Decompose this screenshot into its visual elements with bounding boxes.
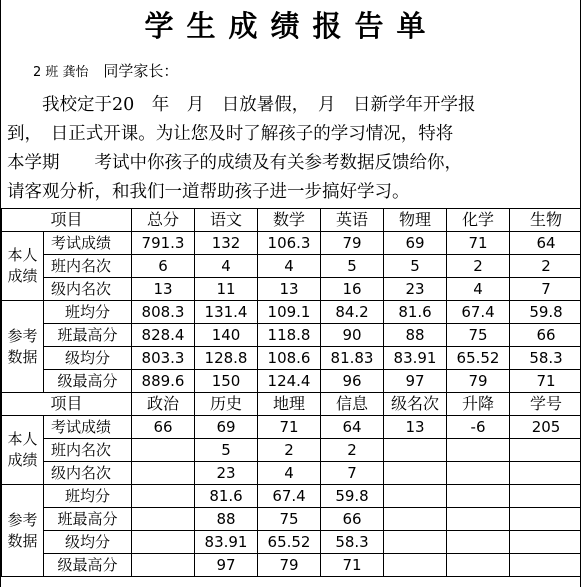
row-label: 级均分	[44, 347, 132, 370]
score-cell	[132, 462, 195, 485]
row-label: 级内名次	[44, 462, 132, 485]
score-cell: 150	[195, 370, 258, 393]
table-row	[2, 439, 581, 462]
table-row	[2, 255, 581, 278]
score-cell: 7	[321, 462, 384, 485]
score-cell: 69	[384, 232, 447, 255]
row-label: 级最高分	[44, 370, 132, 393]
table-row	[2, 416, 581, 439]
score-cell: 66	[510, 324, 581, 347]
score-cell	[384, 439, 447, 462]
score-cell	[384, 485, 447, 508]
score-cell: 65.52	[447, 347, 510, 370]
score-cell: 13	[132, 278, 195, 301]
score-cell: 4	[258, 255, 321, 278]
score-cell: 81.6	[384, 301, 447, 324]
score-cell: 205	[510, 416, 581, 439]
row-label: 级均分	[44, 531, 132, 554]
score-cell: 96	[321, 370, 384, 393]
score-cell: 124.4	[258, 370, 321, 393]
score-cell	[510, 439, 581, 462]
score-cell: 23	[195, 462, 258, 485]
subject-header: 政治	[132, 393, 195, 416]
report-title: 学生成绩报告单	[144, 9, 439, 43]
score-cell: 83.91	[384, 347, 447, 370]
score-cell: -6	[447, 416, 510, 439]
subject-header: 总分	[132, 209, 195, 232]
score-cell: 65.52	[258, 531, 321, 554]
score-cell: 5	[195, 439, 258, 462]
score-cell	[132, 485, 195, 508]
score-cell: 4	[447, 278, 510, 301]
score-cell: 131.4	[195, 301, 258, 324]
subject-header: 信息	[321, 393, 384, 416]
row-label: 班均分	[44, 301, 132, 324]
score-cell: 81.6	[195, 485, 258, 508]
row-label: 班均分	[44, 485, 132, 508]
table-header-row	[2, 393, 581, 416]
row-label: 班最高分	[44, 508, 132, 531]
score-cell: 5	[321, 255, 384, 278]
score-cell: 4	[258, 462, 321, 485]
score-cell: 97	[384, 370, 447, 393]
score-cell	[447, 508, 510, 531]
score-cell: 71	[321, 554, 384, 577]
item-header: 项目	[2, 209, 132, 232]
score-cell: 59.8	[510, 301, 581, 324]
table-header-row	[2, 209, 581, 232]
score-cell: 16	[321, 278, 384, 301]
score-cell: 67.4	[258, 485, 321, 508]
section-label-personal: 本人 成绩	[2, 232, 44, 301]
score-cell: 75	[258, 508, 321, 531]
notice-line: 到， 日正式开课。为让您及时了解孩子的学习情况，特将	[7, 124, 454, 144]
table-row	[2, 324, 581, 347]
subject-header: 英语	[321, 209, 384, 232]
score-cell	[447, 531, 510, 554]
table-row	[2, 370, 581, 393]
score-cell: 828.4	[132, 324, 195, 347]
score-cell	[510, 485, 581, 508]
row-label: 班内名次	[44, 255, 132, 278]
score-cell: 108.6	[258, 347, 321, 370]
score-cell: 58.3	[321, 531, 384, 554]
score-cell: 71	[510, 370, 581, 393]
score-cell	[447, 554, 510, 577]
score-cell	[132, 554, 195, 577]
score-cell	[447, 462, 510, 485]
score-cell: 79	[321, 232, 384, 255]
table-row	[2, 347, 581, 370]
score-cell: 97	[195, 554, 258, 577]
score-cell: 889.6	[132, 370, 195, 393]
table-row	[2, 301, 581, 324]
section-label-personal: 本人 成绩	[2, 416, 44, 485]
table-row	[2, 554, 581, 577]
section-label-reference: 参考 数据	[2, 301, 44, 393]
score-cell: 88	[384, 324, 447, 347]
score-cell	[132, 439, 195, 462]
subject-header: 语文	[195, 209, 258, 232]
class-student-name: 2 班 龚怡	[33, 65, 89, 80]
score-table	[1, 208, 581, 577]
notice-line: 我校定于20 年 月 日放暑假， 月 日新学年开学报	[7, 95, 476, 115]
score-cell: 64	[510, 232, 581, 255]
score-cell	[384, 531, 447, 554]
score-cell: 109.1	[258, 301, 321, 324]
score-cell: 83.91	[195, 531, 258, 554]
score-cell: 88	[195, 508, 258, 531]
score-cell: 106.3	[258, 232, 321, 255]
subject-header: 生物	[510, 209, 581, 232]
table-row	[2, 232, 581, 255]
score-cell: 59.8	[321, 485, 384, 508]
score-cell	[447, 485, 510, 508]
score-cell	[447, 439, 510, 462]
score-cell: 66	[132, 416, 195, 439]
subject-header: 升降	[447, 393, 510, 416]
score-cell: 6	[132, 255, 195, 278]
table-row	[2, 462, 581, 485]
score-cell: 11	[195, 278, 258, 301]
score-cell: 75	[447, 324, 510, 347]
score-cell: 71	[258, 416, 321, 439]
subject-header: 地理	[258, 393, 321, 416]
score-cell: 5	[384, 255, 447, 278]
score-cell	[132, 531, 195, 554]
score-table-body	[2, 209, 581, 577]
score-cell: 58.3	[510, 347, 581, 370]
score-cell	[384, 462, 447, 485]
score-cell: 67.4	[447, 301, 510, 324]
table-row	[2, 485, 581, 508]
score-cell: 81.83	[321, 347, 384, 370]
score-cell	[132, 508, 195, 531]
score-cell: 66	[321, 508, 384, 531]
row-label: 考试成绩	[44, 416, 132, 439]
score-cell: 84.2	[321, 301, 384, 324]
score-cell: 2	[510, 255, 581, 278]
score-cell: 13	[384, 416, 447, 439]
score-cell: 23	[384, 278, 447, 301]
row-label: 班最高分	[44, 324, 132, 347]
row-label: 班内名次	[44, 439, 132, 462]
score-cell: 132	[195, 232, 258, 255]
row-label: 级内名次	[44, 278, 132, 301]
score-cell	[510, 554, 581, 577]
score-cell: 118.8	[258, 324, 321, 347]
greeting-line	[33, 60, 178, 81]
subject-header: 物理	[384, 209, 447, 232]
score-cell: 808.3	[132, 301, 195, 324]
table-row	[2, 531, 581, 554]
notice-paragraph	[7, 91, 581, 207]
score-cell	[510, 508, 581, 531]
row-label: 级最高分	[44, 554, 132, 577]
score-cell: 2	[447, 255, 510, 278]
score-cell: 7	[510, 278, 581, 301]
score-cell	[384, 554, 447, 577]
notice-line: 本学期 考试中你孩子的成绩及有关参考数据反馈给你，	[7, 153, 462, 173]
score-cell	[510, 531, 581, 554]
item-header: 项目	[2, 393, 132, 416]
score-cell: 71	[447, 232, 510, 255]
subject-header: 学号	[510, 393, 581, 416]
score-cell: 64	[321, 416, 384, 439]
table-row	[2, 508, 581, 531]
score-cell: 2	[258, 439, 321, 462]
score-cell: 803.3	[132, 347, 195, 370]
score-cell: 69	[195, 416, 258, 439]
row-label: 考试成绩	[44, 232, 132, 255]
score-cell: 13	[258, 278, 321, 301]
score-cell: 4	[195, 255, 258, 278]
greeting-suffix: 同学家长：	[103, 62, 179, 80]
score-cell: 79	[258, 554, 321, 577]
score-cell: 79	[447, 370, 510, 393]
section-label-reference: 参考 数据	[2, 485, 44, 577]
score-cell: 90	[321, 324, 384, 347]
score-cell: 2	[321, 439, 384, 462]
score-cell: 791.3	[132, 232, 195, 255]
notice-line: 请客观分析，和我们一道帮助孩子进一步搞好学习。	[7, 182, 410, 202]
subject-header: 历史	[195, 393, 258, 416]
subject-header: 级名次	[384, 393, 447, 416]
table-row	[2, 278, 581, 301]
score-cell	[510, 462, 581, 485]
score-cell	[384, 508, 447, 531]
score-cell: 140	[195, 324, 258, 347]
score-cell: 128.8	[195, 347, 258, 370]
subject-header: 化学	[447, 209, 510, 232]
subject-header: 数学	[258, 209, 321, 232]
